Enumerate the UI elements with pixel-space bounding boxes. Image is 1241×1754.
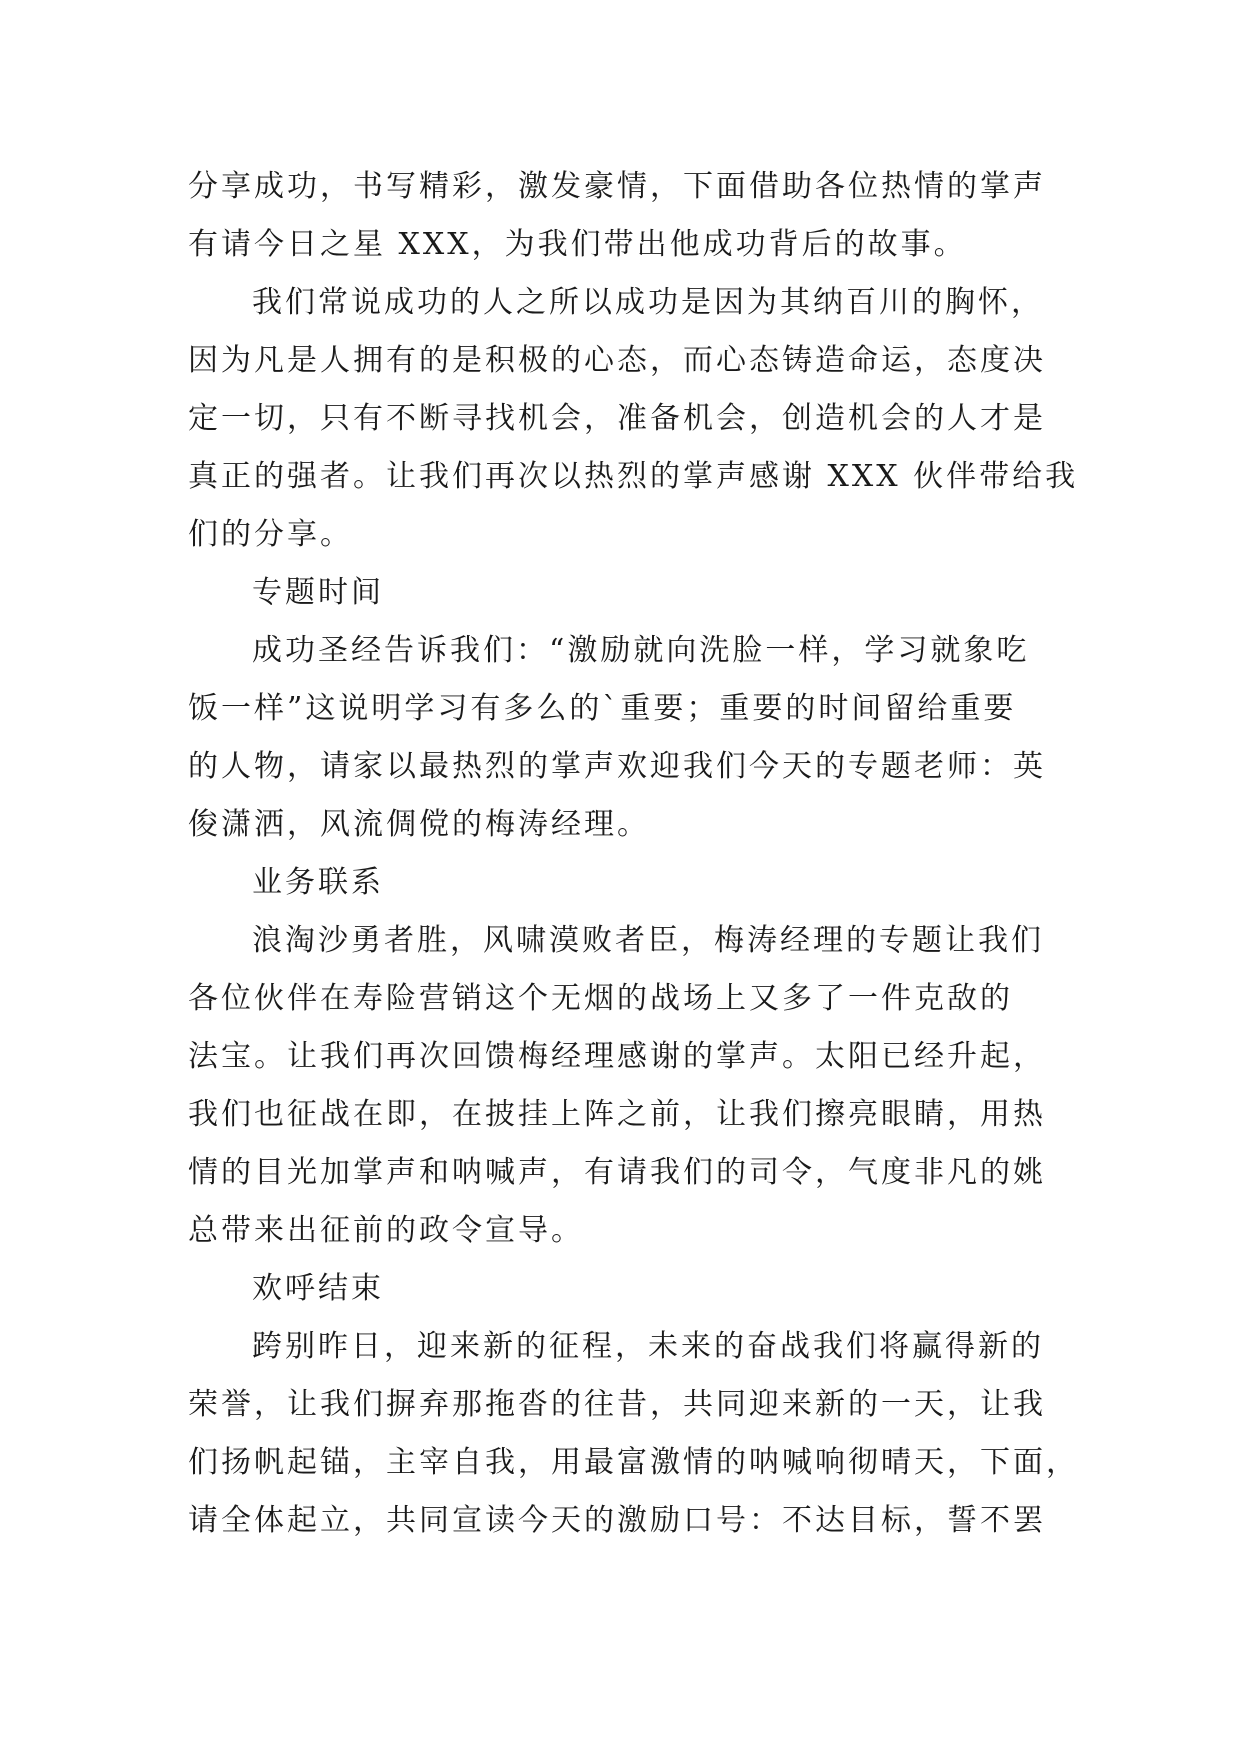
text-line: 饭一样”这说明学习有多么的`重要；重要的时间留给重要 <box>188 691 1017 726</box>
text-line: 们的分享。 <box>188 517 353 552</box>
text-line: 荣誉，让我们摒弃那拖沓的往昔，共同迎来新的一天，让我 <box>188 1387 1046 1422</box>
text-line: 请全体起立，共同宣读今天的激励口号：不达目标，誓不罢 <box>188 1503 1046 1538</box>
text-line: 各位伙伴在寿险营销这个无烟的战场上又多了一件克敌的 <box>188 981 1013 1016</box>
section-heading: 欢呼结束 <box>252 1271 384 1306</box>
text-line: 浪淘沙勇者胜，风啸漠败者臣，梅涛经理的专题让我们 <box>252 923 1044 958</box>
text-line: 情的目光加掌声和呐喊声，有请我们的司令，气度非凡的姚 <box>188 1155 1046 1190</box>
text-line: 我们常说成功的人之所以成功是因为其纳百川的胸怀， <box>252 285 1044 320</box>
text-line: 的人物，请家以最热烈的掌声欢迎我们今天的专题老师：英 <box>188 749 1046 784</box>
text-line: 定一切，只有不断寻找机会，准备机会，创造机会的人才是 <box>188 401 1046 436</box>
text-line: 法宝。让我们再次回馈梅经理感谢的掌声。太阳已经升起， <box>188 1039 1046 1074</box>
text-line: 我们也征战在即，在披挂上阵之前，让我们擦亮眼睛，用热 <box>188 1097 1046 1132</box>
text-line: 们扬帆起锚，主宰自我，用最富激情的呐喊响彻晴天，下面， <box>188 1445 1079 1480</box>
section-heading: 专题时间 <box>252 575 384 610</box>
document-body <box>188 158 1079 1550</box>
text-line: 有请今日之星 XXX，为我们带出他成功背后的故事。 <box>188 227 967 262</box>
text-line: 俊潇洒，风流倜傥的梅涛经理。 <box>188 807 650 842</box>
section-heading: 业务联系 <box>252 865 384 900</box>
text-line: 因为凡是人拥有的是积极的心态，而心态铸造命运，态度决 <box>188 343 1046 378</box>
text-line: 分享成功，书写精彩，激发豪情，下面借助各位热情的掌声 <box>188 169 1046 204</box>
text-line: 成功圣经告诉我们：“激励就向洗脸一样，学习就象吃 <box>252 633 1030 668</box>
text-line: 跨别昨日，迎来新的征程，未来的奋战我们将赢得新的 <box>252 1329 1044 1364</box>
text-line: 总带来出征前的政令宣导。 <box>188 1213 584 1248</box>
text-line: 真正的强者。让我们再次以热烈的掌声感谢 XXX 伙伴带给我 <box>188 459 1079 494</box>
